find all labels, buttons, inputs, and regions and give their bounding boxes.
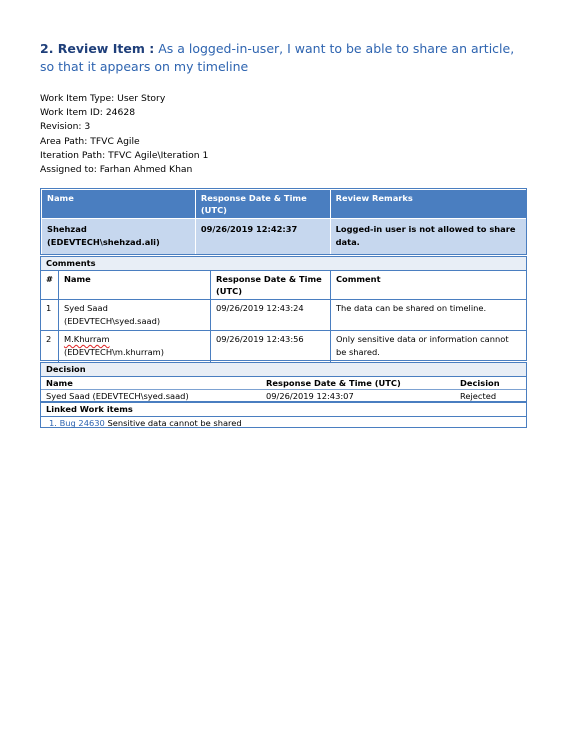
decision-section — [40, 362, 527, 402]
review-table — [41, 189, 527, 256]
table-row — [41, 300, 526, 331]
decision-name: Syed Saad (EDEVTECH\syed.saad) — [46, 391, 189, 401]
list-item — [41, 417, 526, 429]
revision: Revision: 3 — [40, 121, 91, 133]
reviewer-account-text: (EDEVTECH\shehzad.ali) — [47, 236, 160, 247]
decision-date: 09/26/2019 12:43:07 — [266, 391, 354, 401]
decision-header-name: Name — [41, 377, 261, 390]
comments-header-date: Response Date & Time (UTC) — [210, 271, 330, 300]
work-item-type: Work Item Type: User Story — [40, 93, 166, 104]
table-row — [42, 219, 527, 256]
comment-author-line1: M.Khurram — [63, 334, 110, 344]
review-header-remarks: Review Remarks — [330, 190, 526, 219]
comments-table-header — [41, 271, 526, 300]
comment-text: The data can be shared on timeline. — [330, 300, 526, 331]
area-path: Area Path: TFVC Agile — [40, 135, 140, 147]
comments-header-name: Name — [58, 271, 210, 300]
iteration-path: Iteration Path: TFVC Agile\Iteration 1 — [40, 149, 209, 161]
review-date: 09/26/2019 12:42:37 — [195, 219, 330, 256]
reviewer-name — [42, 219, 196, 256]
reviewer-name-line1: Shehzad — [47, 224, 87, 234]
decision-table — [41, 377, 526, 402]
comments-header-num: # — [41, 271, 58, 300]
comments-section — [40, 256, 527, 361]
work-item-id: Work Item ID: 24628 — [40, 107, 136, 119]
linked-item-index: 1. — [49, 418, 57, 428]
comment-num: 1 — [41, 300, 58, 331]
linked-work-items-title: Linked Work items — [41, 403, 526, 417]
table-row — [41, 331, 526, 367]
review-header-date: Response Date & Time (UTC) — [195, 190, 330, 219]
decision-table-header — [41, 377, 526, 390]
comments-title: Comments — [41, 257, 526, 271]
comment-author-line2: (EDEVTECH\m.khurram) — [63, 347, 164, 357]
table-row — [41, 390, 526, 403]
review-item-heading — [40, 40, 530, 76]
comment-author — [58, 331, 210, 367]
decision-value: Rejected — [460, 391, 497, 401]
comment-text: Only sensitive data or information cannot be shared. — [330, 331, 526, 367]
assigned-to: Assigned to: Farhan Ahmed Khan — [40, 164, 193, 176]
review-item-title: As a logged-in-user, I want to be able to share an article, so that it appears on my timeline — [40, 41, 515, 74]
linked-work-items-section — [40, 402, 527, 428]
reviewer-account — [47, 236, 190, 249]
work-item-metadata — [40, 92, 208, 177]
review-header-name: Name — [42, 190, 196, 219]
comment-num: 2 — [41, 331, 58, 367]
decision-title: Decision — [41, 363, 526, 377]
linked-item-text: Sensitive data cannot be shared — [107, 418, 242, 428]
comments-header-comment: Comment — [330, 271, 526, 300]
linked-bug-link[interactable]: Bug 24630 — [59, 418, 105, 428]
review-item-number: 2. Review Item : — [40, 41, 155, 56]
decision-header-decision: Decision — [455, 377, 526, 390]
comment-date: 09/26/2019 12:43:56 — [210, 331, 330, 367]
review-table-header — [42, 190, 527, 219]
comments-table — [41, 271, 526, 366]
review-remarks: Logged-in user is not allowed to share data. — [330, 219, 526, 256]
decision-header-date: Response Date & Time (UTC) — [261, 377, 455, 390]
comment-date: 09/26/2019 12:43:24 — [210, 300, 330, 331]
comment-author: Syed Saad (EDEVTECH\syed.saad) — [58, 300, 210, 331]
